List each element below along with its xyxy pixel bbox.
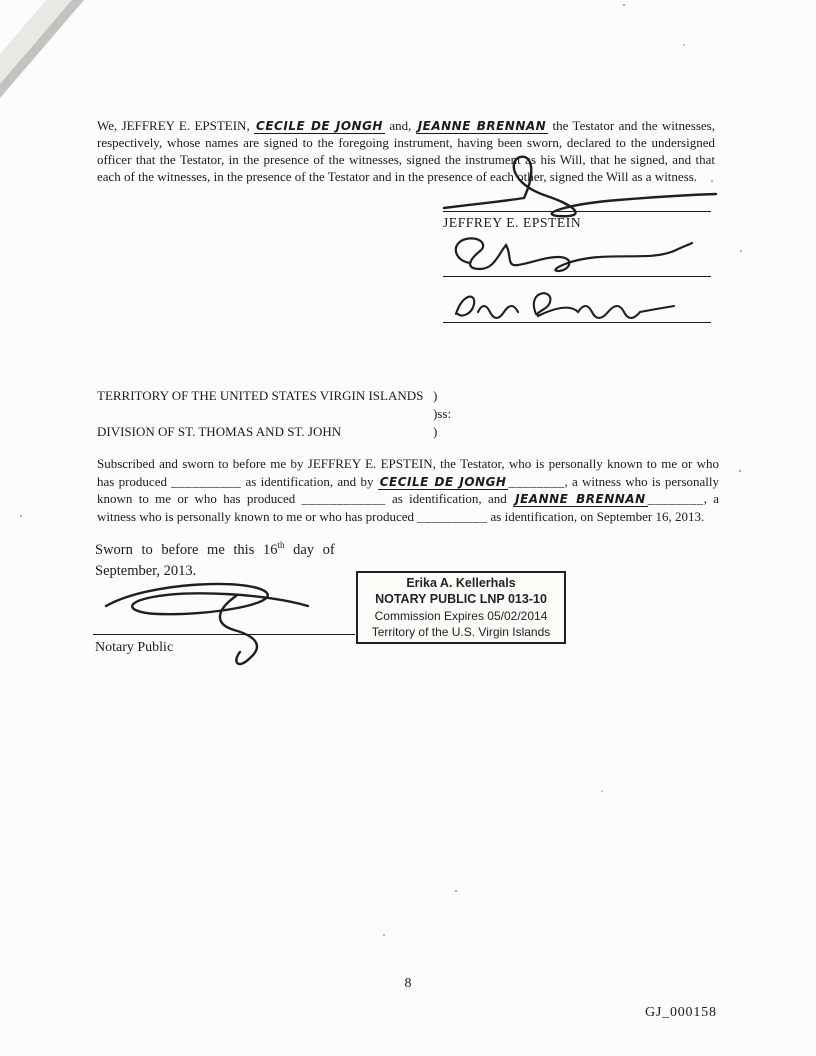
handwritten-witness-name-1: CECILE DE JONGH [379,474,507,489]
territory-text: TERRITORY OF THE UNITED STATES VIRGIN ISLANDS [97,388,424,403]
jurat-text: , a witness who is personally known to me or who has produced [97,473,720,507]
sworn-block [95,540,345,580]
witness-2-signature-scribble [450,286,685,324]
ss-text: )ss: [433,406,452,421]
sworn-line-1 [95,540,345,559]
sworn-text: Sworn to before me this 16 [95,541,278,558]
blank-after-name-2: ________ [647,491,704,507]
notary-stamp [356,571,566,644]
page-number: 8 [404,976,412,991]
jurat-text: as identification, and [385,491,514,507]
scan-noise-speckles [623,4,625,6]
attestation-text: and, [384,118,416,133]
identification-blank-1: __________ [171,473,242,489]
testator-signature-line [443,211,711,212]
testator-name-label: JEFFREY E. EPSTEIN [443,215,582,230]
ordinal-suffix: th [277,540,285,550]
venue-row-2 [97,406,451,422]
paren: ) [433,388,438,403]
jurat-text: , a witness who is personally known to me or who has produced [97,491,719,524]
bates-number: GJ_000158 [645,1005,717,1020]
witness-2-signature-line [443,322,711,323]
witness-1-signature-scribble [440,233,695,279]
venue-block [97,388,451,440]
notary-name: Erika A. Kellerhals [406,575,516,590]
notary-territory: Territory of the U.S. Virgin Islands [371,625,551,639]
paren: ) [433,424,438,439]
blank-after-name-1: ________ [508,473,565,489]
identification-blank-2: ____________ [301,491,386,507]
handwritten-witness-name-2: JEANNE BRENNAN [417,119,547,133]
jurat-text: as identification, on September 16, 2013. [487,508,705,524]
sworn-text: day of [284,541,335,558]
notary-signature-scribble [88,576,388,676]
commission-expiry: Commission Expires 05/02/2014 [374,608,548,623]
notary-license: NOTARY PUBLIC LNP 013-10 [375,592,547,606]
handwritten-witness-name-1: CECILE DE JONGH [256,119,383,133]
division-text: DIVISION OF ST. THOMAS AND ST. JOHN [97,424,342,439]
jurat-paragraph [97,455,719,525]
notary-signature-line [93,634,355,635]
witness-1-signature-line [443,276,711,277]
identification-blank-3: __________ [417,508,488,524]
spacer [97,406,433,422]
notary-public-label: Notary Public [95,640,174,655]
attestation-text: the Testator and the witnesses, respectively, whose names are signed to the foregoing instrument, having been sworn, declared to the undersigned officer that the Testator, in the presence of the witnesses, signed the instrument as his Will, that he signed, and that each of the witnesses, in the presence of the Testator and in the presence of each other, signed the Will as a witness. [97,118,715,184]
attestation-text: We, JEFFREY E. EPSTEIN, [97,118,255,133]
jurat-text: as identification, and by [241,473,378,489]
jurat-text: Subscribed and sworn to before me by JEFFREY E. EPSTEIN, the Testator, who is personally known to me or who has produced [97,456,719,489]
venue-row-1 [97,388,451,404]
sworn-line-2: September, 2013. [95,562,197,579]
handwritten-witness-name-2: JEANNE BRENNAN [515,492,646,507]
venue-row-3 [97,424,451,440]
